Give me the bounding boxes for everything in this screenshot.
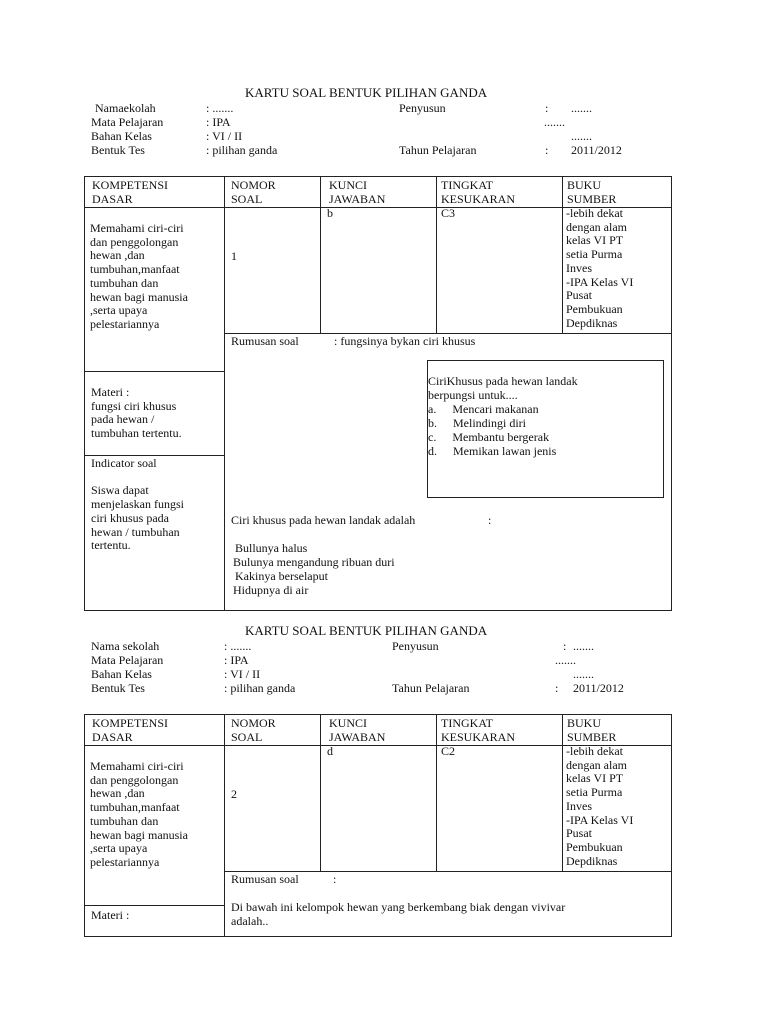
- header-buku-sumber: BUKU SUMBER: [567, 716, 617, 744]
- answer-2: Bulunya mengandung ribuan duri: [233, 555, 395, 569]
- header-tingkat-kesukaran: TINGKAT KESUKARAN: [441, 716, 516, 744]
- extra-dots: .......: [573, 667, 594, 681]
- tingkat-kesukaran-value: C3: [441, 206, 456, 220]
- tahun-pelajaran-colon: :: [545, 143, 549, 157]
- mata-pelajaran-label: Mata Pelajaran: [91, 115, 164, 129]
- bentuk-tes-value: : pilihan ganda: [206, 143, 278, 157]
- header-kompetensi-dasar: KOMPETENSI DASAR: [92, 178, 169, 206]
- option-c: c. Membantu bergerak: [428, 430, 550, 444]
- mata-pelajaran-value: : IPA: [224, 653, 249, 667]
- buku-sumber-text: -lebih dekat dengan alam kelas VI PT setia Purma Inves -IPA Kelas VI Pusat Pembukuan Depdiknas: [566, 744, 634, 868]
- answer-3: Kakinya berselaput: [235, 569, 328, 583]
- materi-text: Materi : fungsi ciri khusus pada hewan / tumbuhan tertentu.: [91, 385, 182, 441]
- tahun-pelajaran-value: 2011/2012: [571, 143, 622, 157]
- indicator-soal-text: Indicator soal Siswa dapat menjelaskan fungsi ciri khusus pada hewan / tumbuhan tertentu.: [91, 456, 184, 553]
- bentuk-tes-value: : pilihan ganda: [224, 681, 296, 695]
- kunci-jawaban-value: b: [327, 206, 333, 220]
- header-kunci-jawaban: KUNCI JAWABAN: [329, 716, 386, 744]
- penyusun-value: .......: [571, 101, 592, 115]
- header-buku-sumber: BUKU SUMBER: [567, 178, 617, 206]
- tingkat-kesukaran-value: C2: [441, 744, 456, 758]
- penyusun-value: .......: [573, 639, 594, 653]
- rumusan-soal-value: :: [333, 872, 337, 886]
- buku-sumber-text: -lebih dekat dengan alam kelas VI PT setia Purma Inves -IPA Kelas VI Pusat Pembukuan Depdiknas: [566, 206, 634, 330]
- nomor-soal-value: 1: [231, 249, 237, 263]
- option-a: a. Mencari makanan: [428, 402, 539, 416]
- kunci-jawaban-value: d: [327, 744, 333, 758]
- card-title: KARTU SOAL BENTUK PILIHAN GANDA: [245, 623, 488, 638]
- nomor-soal-value: 2: [231, 787, 237, 801]
- nama-sekolah-value: : .......: [224, 639, 252, 653]
- materi-text: Materi :: [91, 908, 130, 922]
- box-question-line-2: berpungsi untuk....: [428, 388, 518, 402]
- bahan-kelas-label: Bahan Kelas: [91, 667, 152, 681]
- tahun-pelajaran-value: 2011/2012: [573, 681, 624, 695]
- question-text: Di bawah ini kelompok hewan yang berkembang biak dengan vivivar adalah..: [231, 900, 566, 928]
- extra-dots: .......: [571, 129, 592, 143]
- question-text: Ciri khusus pada hewan landak adalah: [231, 513, 416, 527]
- bahan-kelas-value: : VI / II: [206, 129, 243, 143]
- mata-pelajaran-label: Mata Pelajaran: [91, 653, 164, 667]
- header-nomor-soal: NOMOR SOAL: [231, 716, 276, 744]
- nama-sekolah-label: Namaekolah: [95, 101, 156, 115]
- kompetensi-dasar-text: Memahami ciri-ciri dan penggolongan hewan ,dan tumbuhan,manfaat tumbuhan dan hewan bagi manusia ,serta upaya pelestariannya: [90, 759, 188, 869]
- bahan-kelas-label: Bahan Kelas: [91, 129, 152, 143]
- mata-pelajaran-value: : IPA: [206, 115, 231, 129]
- header-kunci-jawaban: KUNCI JAWABAN: [329, 178, 386, 206]
- rumusan-soal-value: : fungsinya bykan ciri khusus: [334, 334, 476, 348]
- tahun-pelajaran-label: Tahun Pelajaran: [392, 681, 470, 695]
- penyusun-colon: :: [545, 101, 549, 115]
- extra-dots: .......: [544, 115, 565, 129]
- penyusun-label: Penyusun: [399, 101, 446, 115]
- answer-4: Hidupnya di air: [233, 583, 309, 597]
- card-title: KARTU SOAL BENTUK PILIHAN GANDA: [245, 85, 488, 100]
- bentuk-tes-label: Bentuk Tes: [91, 681, 145, 695]
- rumusan-soal-label: Rumusan soal: [231, 872, 299, 886]
- option-b: b. Melindingi diri: [428, 416, 526, 430]
- question-colon: :: [488, 513, 492, 527]
- tahun-pelajaran-colon: :: [555, 681, 559, 695]
- nama-sekolah-label: Nama sekolah: [91, 639, 160, 653]
- header-nomor-soal: NOMOR SOAL: [231, 178, 276, 206]
- header-kompetensi-dasar: KOMPETENSI DASAR: [92, 716, 169, 744]
- bahan-kelas-value: : VI / II: [224, 667, 261, 681]
- bentuk-tes-label: Bentuk Tes: [91, 143, 145, 157]
- penyusun-label: Penyusun: [392, 639, 439, 653]
- extra-dots: .......: [555, 653, 576, 667]
- kompetensi-dasar-text: Memahami ciri-ciri dan penggolongan hewan ,dan tumbuhan,manfaat tumbuhan dan hewan bagi manusia ,serta upaya pelestariannya: [90, 221, 188, 331]
- tahun-pelajaran-label: Tahun Pelajaran: [399, 143, 477, 157]
- header-tingkat-kesukaran: TINGKAT KESUKARAN: [441, 178, 516, 206]
- answer-1: Bullunya halus: [235, 541, 308, 555]
- rumusan-soal-label: Rumusan soal: [231, 334, 299, 348]
- penyusun-colon: :: [563, 639, 567, 653]
- box-question-line-1: CiriKhusus pada hewan landak: [428, 374, 578, 388]
- option-d: d. Memikan lawan jenis: [428, 444, 557, 458]
- nama-sekolah-value: : .......: [206, 101, 234, 115]
